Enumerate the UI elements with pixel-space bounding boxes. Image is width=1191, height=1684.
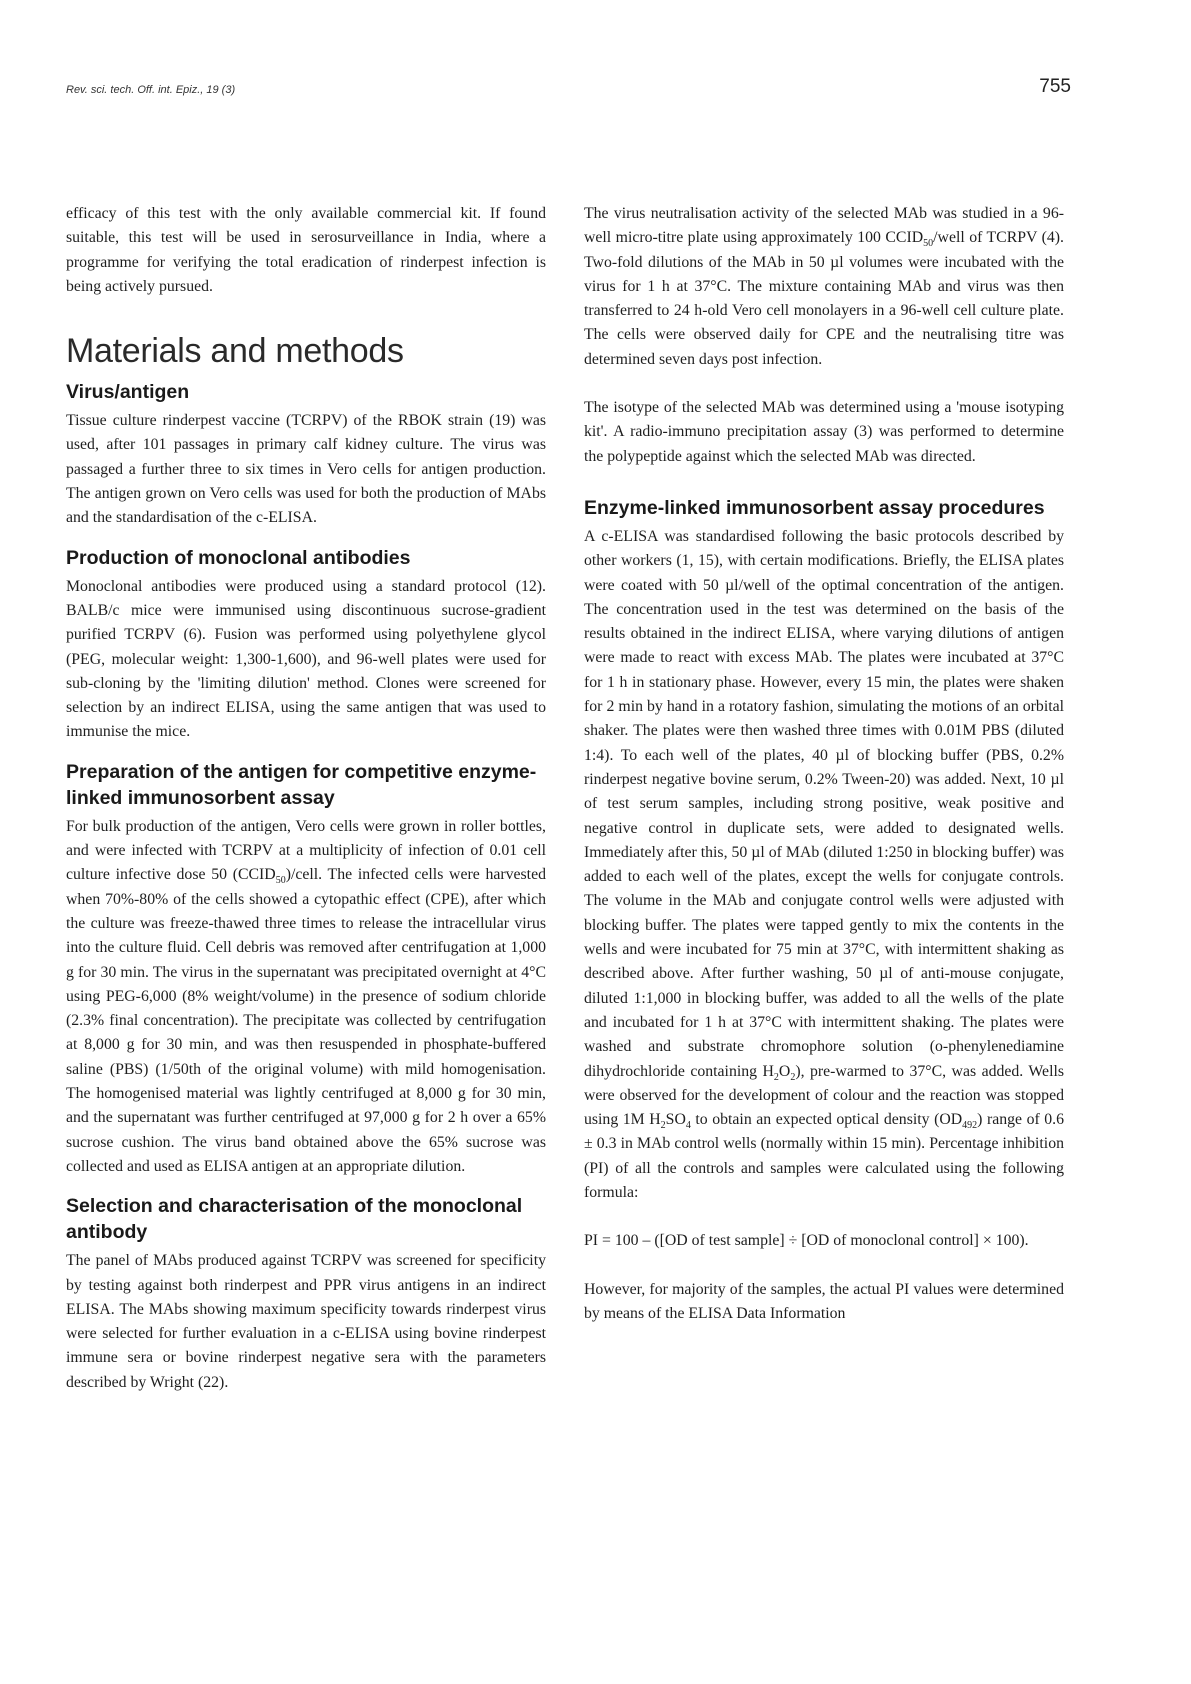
virus-antigen-text: Tissue culture rinderpest vaccine (TCRPV) of the RBOK strain (19) was used, after 101 passages in primary calf kidney culture. The virus was passaged a further three to six times in Vero cells for antigen production. The antigen grown on Vero cells was used for both the production of MAbs and the standardisation of the c-ELISA. [66,412,546,527]
page-number: 755 [1039,76,1071,97]
elisa-heading: Enzyme-linked immunosorbent assay procedures [584,496,1045,519]
isotype-paragraph: The isotype of the selected MAb was determined using a 'mouse isotyping kit'. A radio-immuno precipitation assay (3) was performed to determine the polypeptide against which the selected MAb was directed. [584,399,1064,465]
intro-paragraph: efficacy of this test with the only available commercial kit. If found suitable, this test will be used in serosurveillance in India, where a programme for verifying the total eradication of rinderpest infection is being actively pursued. [66,205,546,295]
production-text: Monoclonal antibodies were produced using a standard protocol (12). BALB/c mice were immunised using discontinuous sucrose-gradient purified TCRPV (6). Fusion was performed using polyethylene glycol (PEG, molecular weight: 1,300-1,600), and 96-well plates were used for sub-cloning by the 'limiting dilution' method. Clones were screened for selection by an indirect ELISA, using the same antigen that was used to immunise the mice. [66,577,546,741]
production-heading: Production of monoclonal antibodies [66,546,411,569]
pi-formula: PI = 100 – ([OD of test sample] ÷ [OD of monoclonal control] × 100). [584,1232,1029,1250]
elisa-text: A c-ELISA was standardised following the basic protocols described by other workers (1, 15), with certain modifications. Briefly, the ELISA plates were coated with 50 µl/well of the optimal concentration of the antigen. The concentration used in the test was determined on the basis of the results obtained in the indirect ELISA, where varying dilutions of antigen were made to react with excess MAb. The plates were incubated at 37°C for 1 h in stationary phase. However, every 15 min, the plates were shaken for 2 min by hand in a rotatory fashion, simulating the motions of an orbital shaker. The plates were then washed three times with 0.01M PBS (diluted 1:4). To each well of the plates, 40 µl of blocking buffer (PBS, 0.2% rinderpest negative bovine serum, 0.2% Tween-20) was added. Next, 10 µl of test serum samples, including strong positive, weak positive and negative control in duplicate sets, were added to designated wells. Immediately after this, 50 µl of MAb (diluted 1:250 in blocking buffer) was added to each well of the plates, except the wells for conjugate controls. The volume in the MAb and conjugate control wells were adjusted with blocking buffer. The plates were tapped gently to mix the contents in the wells and were incubated for 75 min at 37°C, with intermittent shaking as described above. After further washing, 50 µl of anti-mouse conjugate, diluted 1:1,000 in blocking buffer, was added to all the wells of the plate and incubated for 1 h at 37°C with intermittent shaking. The plates were washed and substrate chromophore solution (o-phenylenediamine dihydrochloride containing $H_2O_2$), pre-warmed to 37°C, was added. Wells were observed for the development of colour and the reaction was stopped using 1M $H_2SO_4$ to obtain an expected optical density $(OD_{492})$ range of 0.6 ± 0.3 in MAb control wells (normally within 15 min). Percentage inhibition (PI) of all the controls and samples were calculated using the following formula: [584,527,1065,1201]
preparation-text: For bulk production of the antigen, Vero cells were grown in roller bottles, and were infected with TCRPV at a multiplicity of infection of 0.01 cell culture infective dose 50 $(CCID_{50})$/cell. The infected cells were harvested when 70%-80% of the cells showed a cytopathic effect (CPE), after which the culture was freeze-thawed three times to release the intracellular virus into the culture fluid. Cell debris was removed after centrifugation at 1,000 g for 30 min. The virus in the supernatant was precipitated overnight at 4°C using PEG-6,000 (8% weight/volume) in the presence of sodium chloride (2.3% final concentration). The precipitate was collected by centrifugation at 8,000 g for 30 min, and was then resuspended in phosphate-buffered saline (PBS) (1/50th of the original volume) with mild homogenisation. The homogenised material was lightly centrifuged at 8,000 g for 30 min, and the supernatant was further centrifuged at 97,000 g for 2 h over a 65% sucrose cushion. The virus band obtained above the 65% sucrose was collected and used as ELISA antigen at an appropriate dilution. [66,817,546,1175]
left-column [66,202,546,1395]
selection-text: The panel of MAbs produced against TCRPV was screened for specificity by testing against both rinderpest and PPR virus antigens in an indirect ELISA. The MAbs showing maximum specificity towards rinderpest virus were selected for further evaluation in a c-ELISA using bovine rinderpest immune sera or bovine rinderpest negative sera with the parameters described by Wright (22). [66,1252,546,1391]
running-head: Rev. sci. tech. Off. int. Epiz., 19 (3) [66,84,236,96]
section-title: Materials and methods [66,332,404,371]
preparation-heading: Preparation of the antigen for competitive enzyme-linked immunosorbent assay [66,760,537,809]
closing-paragraph: However, for majority of the samples, the actual PI values were determined by means of the ELISA Data Information [584,1280,1064,1322]
right-column [584,202,1064,1326]
selection-heading: Selection and characterisation of the monoclonal antibody [66,1195,523,1244]
neutralisation-paragraph: The virus neutralisation activity of the selected MAb was studied in a 96-well micro-titre plate using approximately 100 $CCID_{50}$/well of TCRPV (4). Two-fold dilutions of the MAb in 50 µl volumes were incubated with the virus for 1 h at 37°C. The mixture containing MAb and virus was then transferred to 24 h-old Vero cell monolayers in a 96-well cell culture plate. The cells were observed daily for CPE and the neutralising titre was determined seven days post infection. [584,205,1064,368]
virus-antigen-heading: Virus/antigen [66,381,190,404]
